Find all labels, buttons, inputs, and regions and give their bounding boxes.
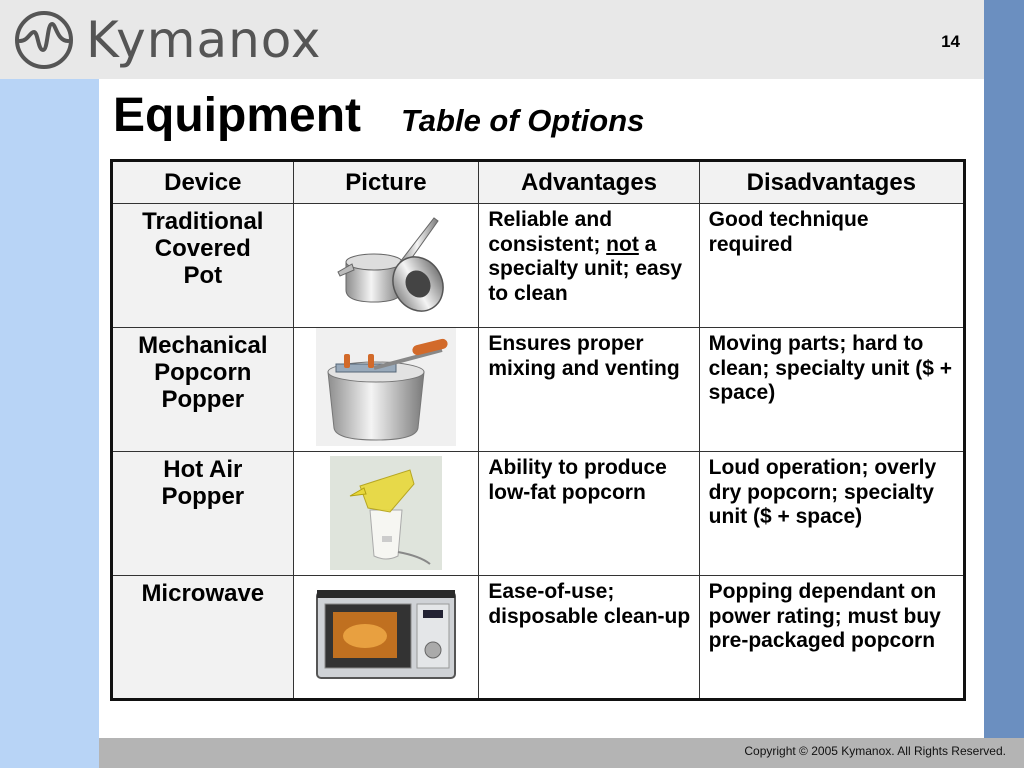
footer-left-band xyxy=(0,738,99,768)
hot-air-popper-image xyxy=(330,456,442,570)
advantages-cell xyxy=(479,452,699,576)
picture-cell xyxy=(293,576,479,700)
disadvantages-text: Popping dependant on power rating; must buy pre-packaged popcorn xyxy=(708,580,941,652)
header-advantages: Advantages xyxy=(479,161,699,204)
microwave-image xyxy=(313,586,459,682)
copyright-notice: Copyright © 2005 Kymanox. All Rights Reserved. xyxy=(744,744,1006,758)
kymanox-logo-icon xyxy=(14,10,74,70)
slide-title xyxy=(113,88,644,143)
picture-cell xyxy=(293,452,479,576)
device-cell xyxy=(112,204,294,328)
advantages-text: Ease-of-use; disposable clean-up xyxy=(488,580,691,628)
disadvantages-cell xyxy=(699,452,964,576)
advantages-text: Reliable and consistent; xyxy=(488,208,613,256)
advantages-cell xyxy=(479,328,699,452)
device-cell xyxy=(112,576,294,700)
device-label-line: Traditional xyxy=(142,208,264,235)
header-disadvantages: Disadvantages xyxy=(699,161,964,204)
advantages-emphasis: not xyxy=(606,232,639,256)
device-label-line: Hot Air xyxy=(163,456,243,483)
disadvantages-cell xyxy=(699,576,964,700)
table-row xyxy=(112,452,965,576)
right-accent-band xyxy=(984,0,1024,738)
title-subtitle: Table of Options xyxy=(401,103,645,138)
picture-cell xyxy=(293,328,479,452)
stovetop-popper-image xyxy=(316,328,456,446)
advantages-text: Ensures proper mixing and venting xyxy=(488,332,680,380)
device-label-line: Pot xyxy=(183,262,223,289)
table-header-row xyxy=(112,161,965,204)
device-label-line: Covered xyxy=(154,235,251,262)
device-cell xyxy=(112,328,294,452)
device-label-line: Popper xyxy=(161,483,245,510)
table-row xyxy=(112,204,965,328)
options-table xyxy=(110,159,966,701)
device-cell xyxy=(112,452,294,576)
disadvantages-text: Moving parts; hard to clean; specialty unit ($ + space) xyxy=(708,332,953,404)
table-row xyxy=(112,328,965,452)
title-main: Equipment xyxy=(113,89,361,142)
disadvantages-text: Good technique required xyxy=(708,208,869,256)
table-row xyxy=(112,576,965,700)
brand-logo xyxy=(14,10,321,70)
advantages-text: a specialty unit; easy to clean xyxy=(488,232,683,305)
page-number: 14 xyxy=(941,32,960,51)
header-device: Device xyxy=(112,161,294,204)
brand-name: Kymanox xyxy=(86,11,322,69)
advantages-text: Ability to produce low-fat popcorn xyxy=(488,456,667,504)
header-picture: Picture xyxy=(293,161,479,204)
advantages-cell xyxy=(479,576,699,700)
picture-cell xyxy=(293,204,479,328)
disadvantages-text: Loud operation; overly dry popcorn; specialty unit ($ + space) xyxy=(708,456,937,528)
device-label-line: Popper xyxy=(161,386,245,413)
disadvantages-cell xyxy=(699,328,964,452)
device-label-line: Microwave xyxy=(141,580,265,607)
disadvantages-cell xyxy=(699,204,964,328)
covered-pot-image xyxy=(326,204,446,322)
device-label-line: Mechanical xyxy=(138,332,268,359)
left-accent-band xyxy=(0,79,99,738)
device-label-line: Popcorn xyxy=(154,359,252,386)
advantages-cell xyxy=(479,204,699,328)
